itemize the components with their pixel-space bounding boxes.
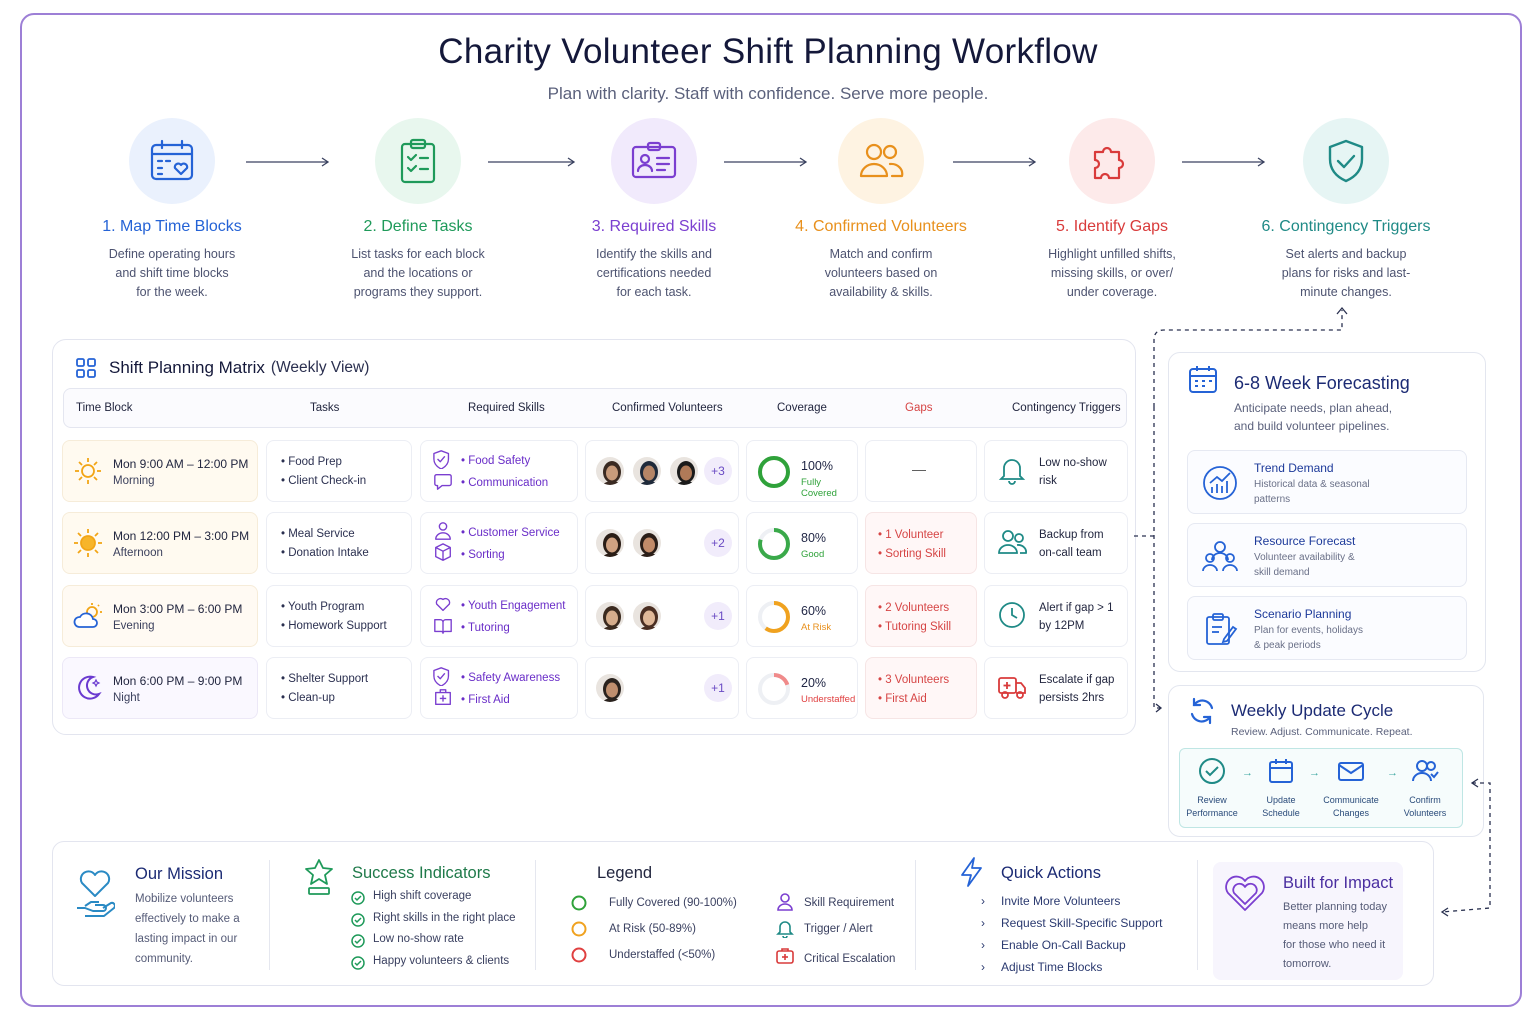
coverage-cell[interactable] (746, 512, 858, 574)
step-title: 4. Confirmed Volunteers (795, 218, 967, 235)
trigger-text: risk (1039, 475, 1057, 487)
lightning-icon (959, 856, 985, 888)
step-contingency-triggers[interactable] (1236, 118, 1456, 302)
moon-icon (73, 673, 103, 703)
step-desc-line: Identify the skills and (595, 247, 713, 261)
step-title: 5. Identify Gaps (1055, 218, 1169, 235)
task-item: • Meal Service (281, 528, 355, 540)
time-block-range: Mon 12:00 PM – 3:00 PM (113, 529, 250, 543)
check-icon (351, 934, 365, 948)
avatar (631, 600, 663, 632)
forecast-card-desc: skill demand (1254, 567, 1310, 578)
mission-line: lasting impact in our (135, 933, 238, 945)
trigger-text: by 12PM (1039, 620, 1085, 632)
box-icon (433, 543, 453, 563)
tasks-cell[interactable] (266, 440, 412, 502)
trigger-cell[interactable] (984, 512, 1128, 574)
weekly-title: Weekly Update Cycle (1231, 701, 1394, 720)
skill-item: • Customer Service (461, 527, 560, 539)
trigger-text: Escalate if gap (1039, 674, 1115, 686)
gap-item: • 2 Volunteers (878, 602, 950, 614)
time-block-cell[interactable] (62, 585, 258, 647)
forecast-card-title: Scenario Planning (1254, 607, 1352, 621)
skills-cell[interactable] (420, 585, 578, 647)
backup-team-icon (997, 527, 1027, 557)
step-arrow (953, 156, 1039, 168)
cycle-step-label: Update (1266, 795, 1296, 805)
forecast-card-title: Trend Demand (1254, 461, 1334, 475)
step-desc-line: volunteers based on (824, 266, 938, 280)
legend-title: Legend (597, 864, 653, 882)
step-desc-line: under coverage. (1066, 285, 1158, 299)
coverage-percent: 20% (801, 676, 827, 690)
sun-icon (73, 456, 103, 486)
step-arrow (724, 156, 810, 168)
time-block-period: Afternoon (113, 547, 163, 559)
avatar (594, 527, 626, 559)
check-icon (351, 913, 365, 927)
impact-line: Better planning today (1283, 901, 1387, 913)
id-card-icon (611, 118, 697, 204)
cycle-step-label: Changes (1332, 808, 1370, 818)
legend-orange-ring (571, 921, 587, 937)
calendar-heart-icon (129, 118, 215, 204)
trigger-text: Low no-show (1039, 457, 1107, 469)
cycle-step-label: Communicate (1323, 795, 1379, 805)
shield-check-icon (1303, 118, 1389, 204)
step-desc-line: Highlight unfilled shifts, (1048, 247, 1176, 261)
volunteers-cell[interactable] (585, 585, 739, 647)
grid-icon (75, 357, 97, 379)
heart-icon (1219, 868, 1271, 916)
avatar (594, 455, 626, 487)
coverage-ring (757, 672, 791, 706)
cycle-step-label: Confirm (1409, 795, 1441, 805)
step-required-skills[interactable] (544, 118, 764, 302)
impact-section (1197, 842, 1403, 987)
col-header-gaps: Gaps (905, 402, 933, 414)
people-icon (838, 118, 924, 204)
check-icon (351, 891, 365, 905)
first-aid-icon (433, 688, 453, 708)
step-title: 2. Define Tasks (363, 218, 473, 235)
success-item: Happy volunteers & clients (373, 954, 510, 967)
cycle-step-label: Review (1197, 795, 1227, 805)
time-block-cell[interactable] (62, 657, 258, 719)
check-icon (351, 956, 365, 970)
coverage-percent: 80% (801, 531, 827, 545)
forecast-desc-line: and build volunteer pipelines. (1234, 419, 1390, 433)
step-map-time-blocks[interactable] (62, 118, 282, 302)
skill-item: • Sorting (461, 549, 505, 561)
mission-line: Mobilize volunteers (135, 893, 234, 905)
bottom-info-band (52, 841, 1434, 986)
step-desc-line: and shift time blocks (115, 266, 229, 280)
time-block-cell[interactable] (62, 440, 258, 502)
gap-item: • 3 Volunteers (878, 674, 950, 686)
step-desc-line: plans for risks and last- (1281, 266, 1411, 280)
chevron-right-icon: › (981, 894, 985, 908)
chevron-right-icon: › (981, 916, 985, 930)
cycle-step-label: Volunteers (1403, 808, 1447, 818)
page-subtitle: Plan with clarity. Staff with confidence. Serve more people. (547, 84, 989, 103)
step-arrow (246, 156, 332, 168)
coverage-cell[interactable] (746, 585, 858, 647)
gaps-cell[interactable] (865, 657, 977, 719)
quick-action-link[interactable] (981, 916, 1163, 930)
time-block-range: Mon 6:00 PM – 9:00 PM (113, 674, 243, 688)
step-title: 3. Required Skills (591, 218, 717, 235)
gaps-cell[interactable] (865, 585, 977, 647)
shield-check-icon (433, 449, 453, 469)
gaps-cell[interactable] (865, 512, 977, 574)
step-desc-line: minute changes. (1300, 285, 1392, 299)
cycle-arrow: → (1242, 767, 1253, 779)
sun-full-icon (73, 528, 103, 558)
skills-cell[interactable] (420, 657, 578, 719)
page-title: Charity Volunteer Shift Planning Workflow (438, 32, 1098, 71)
step-desc-line: Define operating hours (108, 247, 236, 261)
coverage-status: Understaffed (801, 694, 856, 705)
step-desc-line: certifications needed (596, 266, 712, 280)
shield-check-icon (433, 666, 453, 686)
impact-line: for those who need it (1283, 939, 1386, 951)
matrix-header (63, 388, 1127, 428)
skills-cell[interactable] (420, 440, 578, 502)
impact-title: Built for Impact (1283, 874, 1394, 892)
legend-item: At Risk (50-89%) (609, 923, 696, 935)
forecast-card-title: Resource Forecast (1254, 534, 1356, 548)
matrix-title-text: Shift Planning Matrix (109, 358, 265, 377)
trigger-cell[interactable] (984, 585, 1128, 647)
trigger-text: persists 2hrs (1039, 692, 1105, 704)
volunteers-cell[interactable] (585, 657, 739, 719)
gap-item: • Tutoring Skill (878, 621, 952, 633)
skill-item: • Safety Awareness (461, 672, 561, 684)
step-desc-line: Match and confirm (829, 247, 933, 261)
skill-item: • Tutoring (461, 622, 510, 634)
extra-volunteers-badge: +1 (704, 602, 732, 630)
task-item: • Shelter Support (281, 673, 369, 685)
book-icon (433, 616, 453, 636)
success-section (269, 842, 535, 987)
trigger-text: Alert if gap > 1 (1039, 602, 1114, 614)
mission-line: community. (135, 953, 193, 965)
skill-item: • Communication (461, 477, 549, 489)
bell-icon (775, 918, 795, 938)
extra-volunteers-badge: +1 (704, 674, 732, 702)
gap-item: • 1 Volunteer (878, 529, 944, 541)
time-block-range: Mon 9:00 AM – 12:00 PM (113, 457, 249, 471)
clock-icon (997, 600, 1027, 630)
step-desc-line: programs they support. (353, 285, 483, 299)
forecast-card-desc: Plan for events, holidays (1254, 625, 1363, 636)
tasks-cell[interactable] (266, 512, 412, 574)
sun-cloud-icon (73, 601, 103, 631)
legend-red-ring (571, 947, 587, 963)
col-header: Tasks (310, 402, 340, 414)
coverage-cell[interactable] (746, 657, 858, 719)
weekly-desc: Review. Adjust. Communicate. Repeat. (1231, 726, 1413, 738)
trigger-text: Backup from (1039, 529, 1104, 541)
step-title: 1. Map Time Blocks (102, 218, 242, 235)
quick-action-link[interactable] (981, 894, 1121, 908)
impact-line: means more help (1283, 920, 1368, 932)
task-item: • Youth Program (281, 601, 365, 613)
extra-volunteers-badge: +2 (704, 529, 732, 557)
trophy-star-icon (303, 858, 335, 896)
time-block-period: Morning (113, 475, 155, 487)
avatar (668, 455, 700, 487)
matrix-title-suffix: (Weekly View) (270, 359, 370, 376)
skills-cell[interactable] (420, 512, 578, 574)
coverage-ring (757, 455, 791, 489)
forecast-card-desc: Historical data & seasonal (1254, 479, 1370, 490)
matrix-title (75, 357, 369, 379)
task-item: • Donation Intake (281, 547, 369, 559)
task-item: • Food Prep (281, 456, 342, 468)
forecast-desc-line: Anticipate needs, plan ahead, (1234, 401, 1393, 415)
success-item: Right skills in the right place (373, 911, 516, 924)
col-header: Confirmed Volunteers (612, 402, 723, 414)
coverage-ring (757, 527, 791, 561)
legend-green-ring (571, 895, 587, 911)
coverage-percent: 60% (801, 604, 827, 618)
skill-item: • Food Safety (461, 455, 531, 467)
gap-item: • Sorting Skill (878, 548, 946, 560)
trigger-icon-wrap (997, 527, 1027, 557)
trigger-icon-wrap (997, 600, 1027, 630)
coverage-status: At Risk (801, 622, 832, 633)
col-header: Contingency Triggers (1012, 402, 1121, 414)
avatar (631, 527, 663, 559)
heart-outline-icon (433, 594, 453, 614)
trigger-cell[interactable] (984, 657, 1128, 719)
avatar (631, 455, 663, 487)
step-title: 6. Contingency Triggers (1261, 218, 1431, 235)
step-desc-line: and the locations or (363, 266, 473, 280)
quick-action-link[interactable] (981, 938, 1126, 952)
legend-item: Understaffed (<50%) (609, 949, 716, 961)
avatar (594, 672, 626, 704)
time-block-cell[interactable] (62, 512, 258, 574)
success-title: Success Indicators (352, 864, 491, 882)
task-item: • Client Check-in (281, 475, 367, 487)
legend-item: Fully Covered (90-100%) (609, 897, 737, 909)
cycle-arrow: → (1309, 767, 1320, 779)
coverage-status: Good (801, 549, 825, 560)
step-desc-line: availability & skills. (829, 285, 933, 299)
time-block-range: Mon 3:00 PM – 6:00 PM (113, 602, 243, 616)
step-define-tasks[interactable] (308, 118, 528, 302)
quick-action-label: Enable On-Call Backup (1001, 938, 1126, 952)
person-icon (433, 521, 453, 541)
time-block-period: Evening (113, 620, 155, 632)
chat-bubble-icon (433, 471, 453, 491)
success-item: Low no-show rate (373, 933, 464, 945)
volunteers-cell[interactable] (585, 512, 739, 574)
quick-actions-section (915, 842, 1197, 987)
heart-hand-icon (75, 864, 115, 920)
chevron-right-icon: › (981, 938, 985, 952)
tasks-cell[interactable] (266, 585, 412, 647)
step-arrow (488, 156, 578, 168)
time-block-period: Night (113, 692, 140, 704)
success-item: High shift coverage (373, 890, 472, 902)
coverage-percent: 100% (801, 459, 833, 473)
col-header: Time Block (76, 402, 133, 414)
task-item: • Clean-up (281, 692, 335, 704)
extra-volunteers-badge: +3 (704, 457, 732, 485)
mission-title: Our Mission (135, 865, 224, 883)
clipboard-checklist-icon (375, 118, 461, 204)
volunteers-cell[interactable] (585, 440, 739, 502)
step-desc-line: Set alerts and backup (1285, 247, 1407, 261)
trigger-icon-wrap (997, 672, 1027, 702)
quick-action-label: Invite More Volunteers (1001, 894, 1121, 908)
col-header: Coverage (777, 402, 827, 414)
coverage-cell[interactable] (746, 440, 858, 502)
medical-kit-icon (775, 946, 795, 966)
mission-section (53, 842, 269, 987)
forecast-card-desc: & peak periods (1254, 640, 1321, 651)
legend-item: Skill Requirement (804, 897, 895, 909)
task-item: • Homework Support (281, 620, 387, 632)
gap-item: • First Aid (878, 693, 927, 705)
legend-item: Trigger / Alert (804, 923, 873, 935)
forecast-title: 6-8 Week Forecasting (1234, 373, 1410, 393)
mission-line: effectively to make a (135, 913, 240, 925)
impact-line: tomorrow. (1283, 958, 1332, 970)
cycle-arrow: → (1387, 767, 1398, 779)
coverage-status: Fully Covered (801, 477, 837, 499)
avatar (594, 600, 626, 632)
cycle-step-label: Schedule (1262, 808, 1300, 818)
ambulance-icon (997, 672, 1027, 702)
gaps-cell[interactable] (865, 440, 977, 502)
legend-section (535, 842, 915, 987)
forecast-card-desc: Volunteer availability & (1254, 552, 1355, 563)
step-confirmed-volunteers[interactable] (771, 118, 991, 302)
puzzle-icon (1069, 118, 1155, 204)
step-arrow (1182, 156, 1268, 168)
step-identify-gaps[interactable] (1002, 118, 1222, 302)
trigger-text: on-call team (1039, 547, 1102, 559)
shift-planning-matrix (52, 339, 1136, 735)
tasks-cell[interactable] (266, 657, 412, 719)
trigger-cell[interactable] (984, 440, 1128, 502)
quick-actions-title: Quick Actions (1001, 864, 1101, 882)
step-desc-line: missing skills, or over/ (1050, 266, 1174, 280)
quick-action-label: Adjust Time Blocks (1001, 960, 1103, 974)
col-header: Required Skills (468, 402, 545, 414)
coverage-ring (757, 600, 791, 634)
skill-item: • First Aid (461, 694, 510, 706)
step-desc-line: for each task. (616, 285, 692, 299)
step-desc-line: List tasks for each block (351, 247, 485, 261)
forecast-card-desc: patterns (1254, 494, 1291, 505)
trigger-icon-wrap (997, 455, 1027, 485)
quick-action-link[interactable] (981, 960, 1103, 974)
quick-action-label: Request Skill-Specific Support (1001, 916, 1163, 930)
skill-person-icon (775, 892, 795, 912)
bell-icon (997, 455, 1027, 485)
cycle-step-label: Performance (1186, 808, 1238, 818)
step-desc-line: for the week. (136, 285, 208, 299)
skill-item: • Youth Engagement (461, 600, 566, 612)
gap-none: — (912, 461, 926, 477)
legend-item: Critical Escalation (804, 953, 896, 965)
chevron-right-icon: › (981, 960, 985, 974)
